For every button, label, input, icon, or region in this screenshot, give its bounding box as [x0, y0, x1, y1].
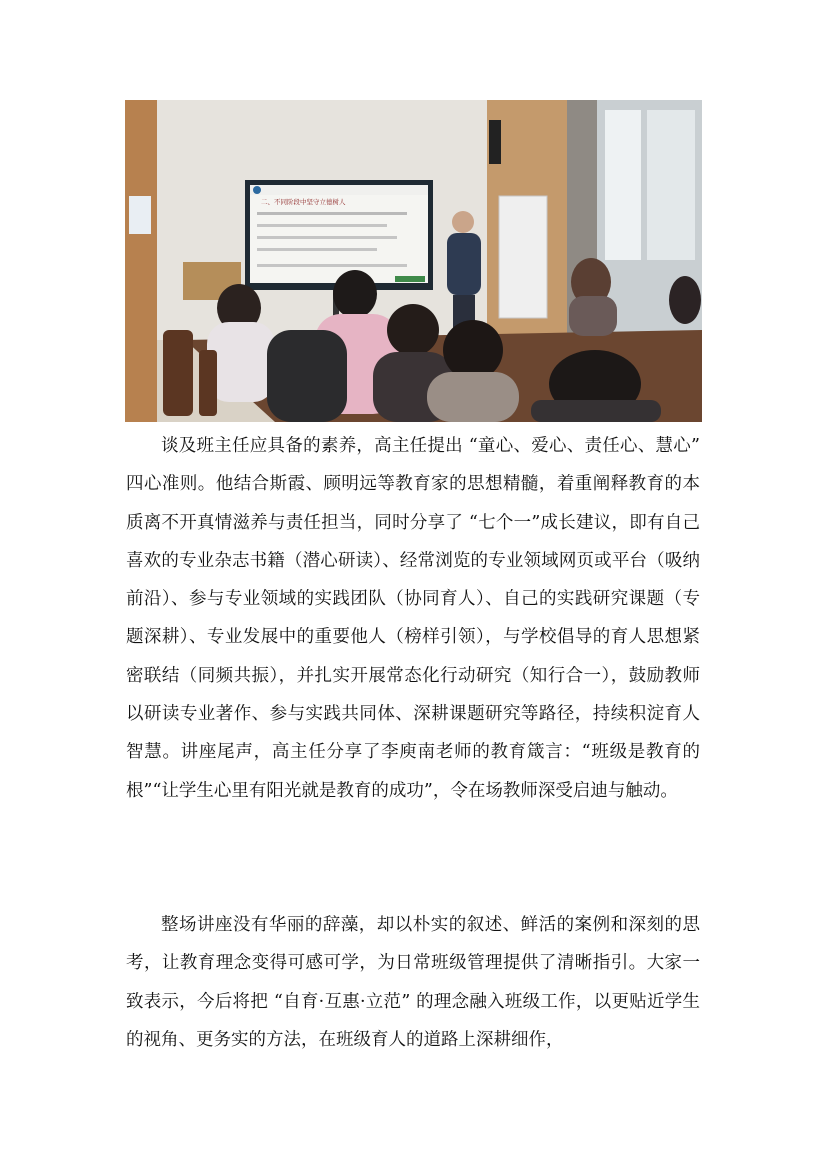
- slide-heading: 二、不同阶段中坚守立德树人: [261, 198, 346, 206]
- body-paragraph-2: 整场讲座没有华丽的辞藻，却以朴实的叙述、鲜活的案例和深刻的思考，让教育理念变得可感可学，为日常班级管理提供了清晰指引。大家一致表示，今后将把 “自育·互惠·立范” 的理念融入班级工作，以更贴近学生的视角、更务实的方法，在班级育人的道路上深耕细作，: [126, 915, 700, 1050]
- lecture-photo: [125, 100, 702, 422]
- body-paragraph-1: 谈及班主任应具备的素养，高主任提出 “童心、爱心、责任心、慧心” 四心准则。他结合斯霞、顾明远等教育家的思想精髓，着重阐释教育的本质离不开真情滋养与责任担当，同时分享了 “七个一”成长建议，即有自己喜欢的专业杂志书籍（潜心研读）、经常浏览的专业领域网页或平台（吸纳前沿）、参与专业领域的实践团队（协同育人）、自己的实践研究课题（专题深耕）、专业发展中的重要他人（榜样引领），与学校倡导的育人思想紧密联结（同频共振），并扎实开展常态化行动研究（知行合一），鼓励教师以研读专业著作、参与实践共同体、深耕课题研究等路径，持续积淀育人智慧。讲座尾声，高主任分享了李庾南老师的教育箴言：“班级是教育的根”“让学生心里有阳光就是教育的成功”，令在场教师深受启迪与触动。: [126, 436, 700, 801]
- lecture-photo-illustration: [125, 100, 702, 422]
